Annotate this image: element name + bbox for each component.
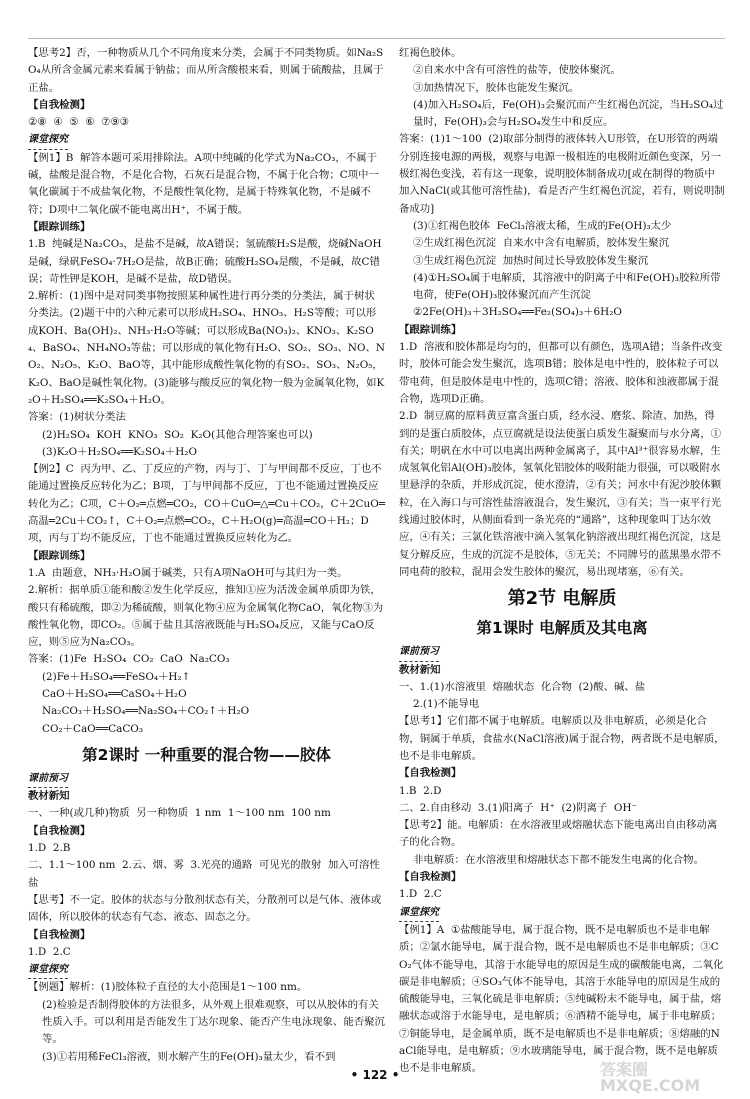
paragraph: Na₂CO₃＋H₂SO₄══Na₂SO₄＋CO₂↑＋H₂O	[42, 705, 250, 718]
section-label: 【自我检测】	[399, 767, 462, 780]
paragraph: CO₂＋CaO══CaCO₃	[42, 722, 143, 735]
lesson-title: 第2课时 一种重要的混合物——胶体	[82, 745, 331, 764]
section-label: 【跟踪训练】	[399, 323, 462, 336]
section-label: 【自我检测】	[28, 824, 91, 837]
paragraph: 1.B 纯碱是Na₂CO₃，是盐不是碱，故A错误；氢硫酸H₂S是酸，烧碱NaOH是碱，绿矾FeSO₄·7H₂O是盐，故B正确；硫酸H₂SO₄是酸，不是碱，故C错误；苛性钾是KOH，是碱不是盐，故D错误。	[28, 238, 382, 285]
section-heading: 课堂探究	[28, 961, 68, 979]
paragraph: (4)①H₂SO₄属于电解质，其溶液中的阴离子中和Fe(OH)₃胶粒所带电荷，使Fe(OH)₃胶体聚沉而产生沉淀	[413, 271, 721, 302]
paragraph: 【例1】A ①盐酸能导电，属于混合物，既不是电解质也不是非电解质；②氯水能导电，属于混合物，既不是电解质也不是非电解质；③CO₂气体不能导电，其溶于水能导电的原因是生成的碳酸能电离，二氧化碳是非电解质；④SO₃气体不能导电，其溶于水能导电的原因是生成的硫酸能导电，三氧化硫是非电解质；⑤纯碱粉末不能导电，属于盐，熔融状态或溶于水能导电，是电解质；⑥酒精不能导电，属于非电解质；⑦铜能导电，是金属单质，既不是电解质也不是非电解质；⑧熔融的NaCl能导电，是电解质；⑨水玻璃能导电，属于混合物，既不是电解质也不是非电解质。	[399, 923, 724, 1075]
paragraph: 1.D 2.C	[399, 888, 442, 901]
paragraph: 1.D 溶液和胶体都是均匀的，但都可以有颜色，选项A错；当条件改变时，胶体可能会发生聚沉，选项B错；胶体是电中性的，胶体粒子可以带电荷，但是胶体是电中性的，选项C错；溶液、胶体和浊液都属于混合物，选项D正确。	[399, 341, 723, 405]
paragraph: 二、2.自由移动 3.(1)阳离子 H⁺ (2)阴离子 OH⁻	[399, 801, 637, 814]
paragraph: 2.解析：据单质①能和酸②发生化学反应，推知①应为活泼金属单质即为铁，酸只有稀硫酸，即②为稀硫酸，则氧化物④应为金属氧化物CaO，氧化物③为酸性氧化物，即CO₂。⑤属于盐且其溶液既能与H₂SO₄反应，又能与CaO反应，则⑤应为Na₂CO₃。	[28, 584, 384, 649]
paragraph: 【思考2】否，一种物质从几个不同角度来分类，会属于不同类物质。如Na₂SO₄从所含金属元素来看属于钠盐；而从所含酸根来看，则属于硫酸盐，且属于正盐。	[28, 47, 384, 94]
section-label: 教材新知	[399, 663, 441, 676]
section-heading: 课堂探究	[28, 131, 68, 149]
paragraph: CaO＋H₂SO₄══CaSO₄＋H₂O	[42, 687, 187, 700]
paragraph: (4)加入H₂SO₄后，Fe(OH)₃会聚沉而产生红褐色沉淀，当H₂SO₄过量时，Fe(OH)₃会与H₂SO₄发生中和反应。	[413, 98, 724, 129]
section-label: 【跟踪训练】	[28, 220, 91, 233]
section-label: 【自我检测】	[399, 871, 462, 884]
paragraph: (2)检验是否制得胶体的方法很多，从外观上很难观察，可以从胶体的有关性质入手。可以利用是否能发生丁达尔现象、能否产生电泳现象、能否聚沉等。	[42, 998, 385, 1046]
section-label: 【跟踪训练】	[28, 549, 91, 562]
header-rule	[28, 38, 725, 39]
paragraph: 答案：(1)树状分类法	[28, 411, 126, 424]
paragraph: 2.解析：(1)图中是对同类事物按照某种属性进行再分类的分类法，属于树状分类法。(2)题干中的六种元素可以形成H₂SO₄、HNO₃、H₂S等酸；可以形成KOH、Ba(OH)₂、NH₃·H₂O等碱；可以形成Ba(NO₃)₂、KNO₃、K₂SO₄、BaSO₄、NH₄NO₃等盐；可以形成的氧化物有H₂O、SO₂、SO₃、NO、NO₂、N₂O₅、K₂O、BaO等，其中能形成酸性氧化物的有SO₂、SO₃、N₂O₅，K₂O、BaO是碱性氧化物。(3)能够与酸反应的氧化物一般为金属氧化物，如K₂O＋H₂SO₄══K₂SO₄＋H₂O。	[28, 290, 385, 406]
watermark-logo	[600, 1062, 740, 1096]
paragraph: ③加热情况下，胶体也能发生聚沉。	[413, 81, 580, 94]
section-heading: 课前预习	[28, 770, 68, 788]
paragraph: 红褐色胶体。	[399, 47, 462, 59]
section-heading: 课堂探究	[399, 904, 439, 922]
paragraph: ②生成红褐色沉淀 自来水中含有电解质，胶体发生聚沉	[413, 237, 669, 250]
paragraph: 1.D 2.C	[28, 945, 71, 958]
paragraph: 2.D 制豆腐的原料黄豆富含蛋白质，经水浸、磨浆、除渣、加热，得到的是蛋白质胶体，点豆腐就是设法使蛋白质发生凝聚而与水分离，①有关；明矾在水中可以电离出两种金属离子，其中Al³⁺很容易水解，生成氢氧化铝Al(OH)₃胶体，氢氧化铝胶体的吸附能力很强，可以吸附水里悬浮的杂质，并形成沉淀，使水澄清，②有关；河水中有泥沙胶体颗粒，在入海口与可溶性盐溶液混合，发生聚沉，③有关；当一束平行光线通过胶体时，从侧面看到一条光亮的“通路”，这种现象叫丁达尔效应，④有关；三氯化铁溶液中滴入氢氧化钠溶液出现红褐色沉淀，这是复分解反应，生成的沉淀不是胶体，⑤无关；不同牌号的蓝黑墨水带不同电荷的胶粒，混用会发生胶体的聚沉，易出现堵塞，⑥有关。	[399, 410, 722, 578]
paragraph: ②自来水中含有可溶性的盐等，使胶体聚沉。	[413, 64, 621, 77]
paragraph: 答案：(1)1～100 (2)取部分制得的液体转入U形管，在U形管的两端分别连接电源的两极，观察与电源一极相连的电极附近颜色变深，另一极红褐色变浅，若有这一现象，说明胶体制备成功[或在制得的物质中加入NaCl(或其他可溶性盐)，看是否产生红褐色沉淀，若有，则说明制备成功]	[399, 133, 725, 215]
left-column	[28, 45, 385, 1066]
paragraph: 【例题】解析：(1)胶体粒子直径的大小范围是1～100 nm。	[28, 981, 308, 994]
paragraph: (2)H₂SO₄ KOH KNO₃ SO₂ K₂O(其他合理答案也可以)	[42, 428, 313, 441]
paragraph: ②⑧ ④ ⑤ ⑥ ⑦⑨③	[28, 116, 129, 129]
paragraph: (3)①红褐色胶体 FeCl₃溶液太稀，生成的Fe(OH)₃太少	[413, 219, 672, 232]
section-heading: 课前预习	[399, 643, 439, 661]
paragraph: ②2Fe(OH)₃＋3H₂SO₄══Fe₂(SO₄)₃＋6H₂O	[413, 306, 622, 319]
paragraph: 1.D 2.B	[28, 842, 71, 855]
paragraph: 【例1】B 解答本题可采用排除法。A项中纯碱的化学式为Na₂CO₃，不属于碱，盐酸是混合物，不是化合物，石灰石是混合物，不属于化合物；C项中一氧化碳属于不成盐氧化物，不是酸性氧化物，是属于特殊氧化物，不是碱不符；D项中二氧化碳不能电离出H⁺，不属于酸。	[28, 151, 379, 216]
paragraph: 【思考2】能。电解质：在水溶液里或熔融状态下能电离出自由移动离子的化合物。	[399, 819, 718, 849]
section-label: 教材新知	[28, 790, 70, 803]
paragraph: 答案：(1)Fe H₂SO₄ CO₂ CaO Na₂CO₃	[28, 653, 230, 666]
paragraph: 【思考】不一定。胶体的状态与分散剂状态有关，分散剂可以是气体、液体或固体，所以胶体的状态有气态、液态、固态之分。	[28, 893, 382, 924]
right-column	[399, 45, 725, 1078]
paragraph: 二、1.1～100 nm 2.云、烟、雾 3.光亮的通路 可见光的散射 加入可溶性盐	[28, 859, 380, 889]
watermark-text: MXQE.COM	[600, 1076, 701, 1095]
paragraph: 【思考1】它们都不属于电解质。电解质以及非电解质，必须是化合物，铜属于单质，食盐水(NaCl溶液)属于混合物，两者既不是电解质，也不是非电解质。	[399, 715, 725, 762]
paragraph: (2)Fe＋H₂SO₄══FeSO₄＋H₂↑	[42, 670, 191, 683]
paragraph: 1.B 2.D	[399, 784, 442, 797]
lesson-title: 第1课时 电解质及其电离	[476, 619, 648, 638]
paragraph: 2.(1)不能导电	[413, 698, 480, 711]
watermark-text: 答案圈	[600, 1060, 649, 1079]
paragraph: (3)K₂O＋H₂SO₄══K₂SO₄＋H₂O	[42, 445, 197, 458]
paragraph: (3)①若用稀FeCl₃溶液，则水解产生的Fe(OH)₃量太少，看不到	[42, 1050, 336, 1063]
paragraph: ③生成红褐色沉淀 加热时间过长导致胶体发生聚沉	[413, 254, 649, 267]
lesson-title: 第2节 电解质	[507, 588, 617, 610]
paragraph: 1.A 由题意，NH₃·H₂O属于碱类，只有A项NaOH可与其归为一类。	[28, 566, 348, 579]
page-number: • 122 •	[350, 1068, 400, 1082]
section-label: 【自我检测】	[28, 928, 91, 941]
paragraph: 【例2】C 丙为甲、乙、丁反应的产物，丙与丁、丁与甲间都不反应，丁也不能通过置换反应转化为乙；B项，丁与甲间都不反应，丁也不能通过置换反应转化为乙；C项，C＋O₂═点燃═CO₂，CO＋CuO═△═Cu＋CO₂，C＋2CuO═高温═2Cu＋CO₂↑，C＋O₂═点燃═CO₂，C＋H₂O(g)═高温═CO＋H₂；D项，丙与丁均不能反应，丁也不能通过置换反应转化为乙。	[28, 463, 385, 545]
paragraph: 一、1.(1)水溶液里 熔融状态 化合物 (2)酸、碱、盐	[399, 680, 646, 693]
paragraph: 非电解质：在水溶液里和熔融状态下都不能发生电离的化合物。	[413, 853, 704, 866]
section-label: 【自我检测】	[28, 98, 91, 111]
paragraph: 一、一种(或几种)物质 另一种物质 1 nm 1～100 nm 100 nm	[28, 807, 331, 820]
